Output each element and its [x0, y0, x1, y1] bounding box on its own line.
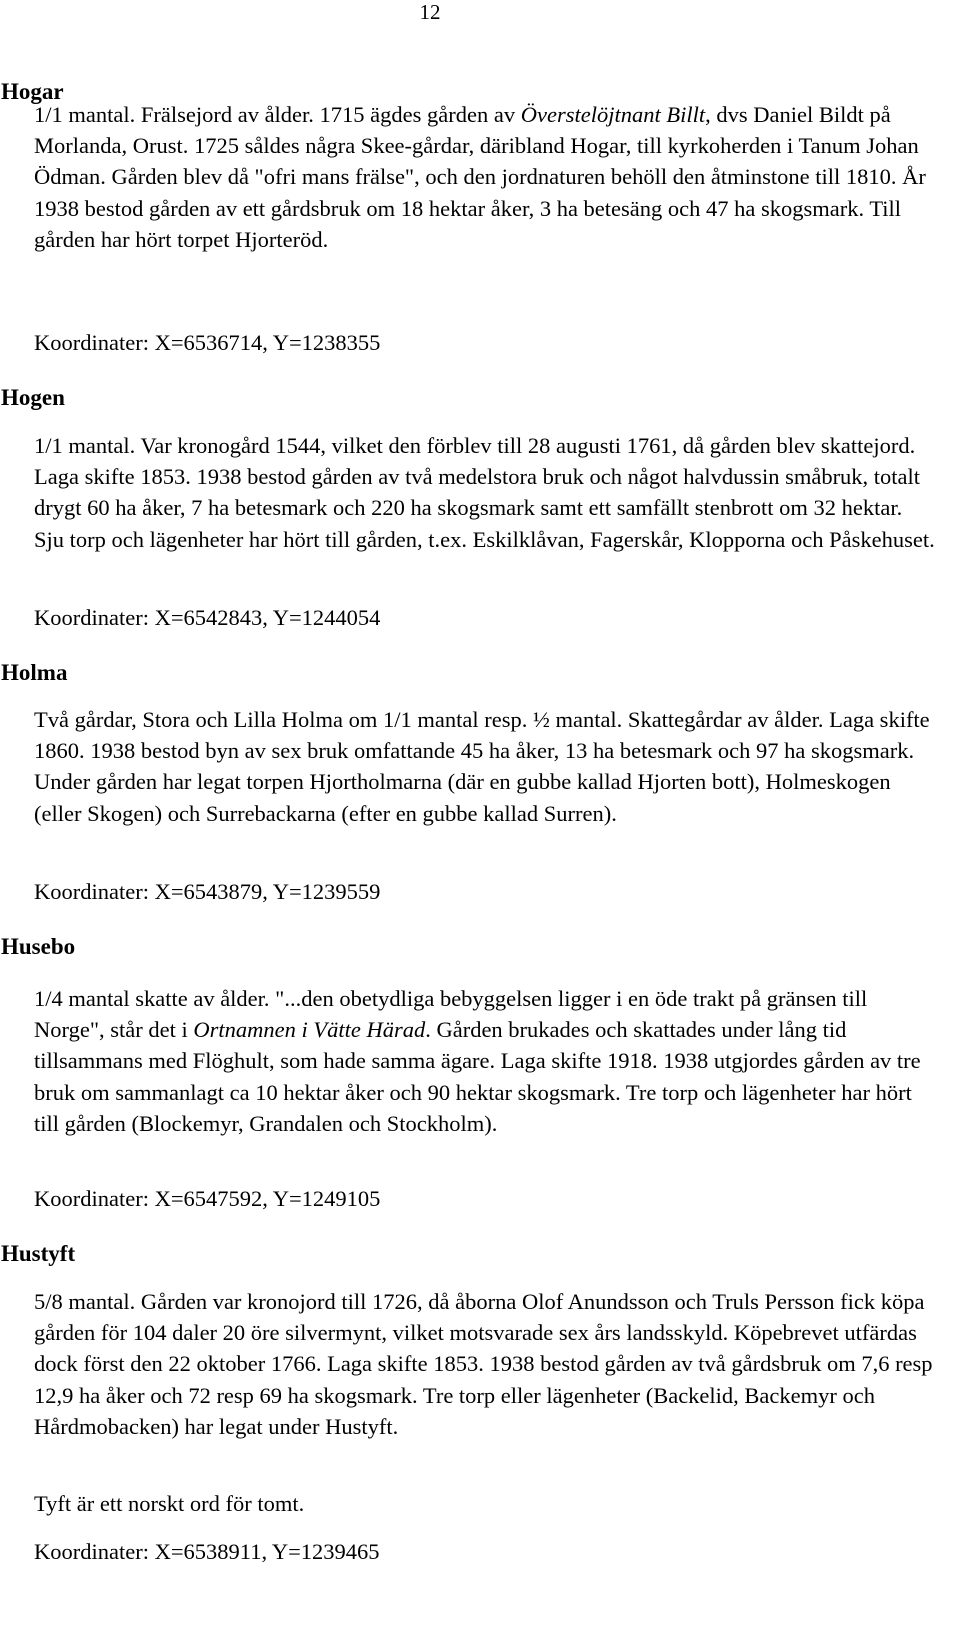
entry-text-run: . Gården brukades och skattades under lång tid tillsammans med Flöghult, som hade samma ägare. Laga skifte 1918. 1938 utgjordes gården av tre bruk om sammanlagt ca 10 hektar åker och 90 hektar skogsmark. Tre torp och lägenheter har hört till gården (Blockemyr, Grandalen och Stockholm). [34, 1017, 921, 1136]
entry-text-hustyft [34, 1286, 936, 1442]
entry-text-run: 1/1 mantal. Var kronogård 1544, vilket den förblev till 28 augusti 1761, då gården blev skattejord. Laga skifte 1853. 1938 bestod gården av två medelstora bruk och något halvdussin småbruk, totalt drygt 60 ha åker, 7 ha betesmark och 220 ha skogsmark samt ett samfällt stenbrott om 32 hektar. Sju torp och lägenheter har hört till gården, t.ex. Eskilklåvan, Fagerskår, Klopporna och Påskehuset. [34, 433, 935, 552]
coordinates-hogar: Koordinater: X=6536714, Y=1238355 [34, 330, 381, 355]
entry-text-husebo [34, 983, 936, 1139]
entry-text-hogar [34, 99, 936, 255]
coordinates-holma: Koordinater: X=6543879, Y=1239559 [34, 879, 381, 904]
entry-heading-holma: Holma [1, 660, 68, 685]
entry-text-run: , dvs Daniel Bildt på Morlanda, Orust. 1725 såldes några Skee-gårdar, däribland Hogar, till kyrkoherden i Tanum Johan Ödman. Gården blev då "ofri mans frälse", och den jordnaturen behöll den åtminstone till 1810. År 1938 bestod gården av ett gårdsbruk om 18 hektar åker, 3 ha betesäng och 47 ha skogsmark. Till gården har hört torpet Hjorteröd. [34, 102, 926, 252]
entry-text-run-italic: Ortnamnen i Vätte Härad [193, 1017, 426, 1043]
entry-text-hustyft-note: Tyft är ett norskt ord för tomt. [34, 1491, 305, 1516]
entry-heading-hustyft: Hustyft [1, 1241, 76, 1266]
entry-text-hogen [34, 430, 936, 555]
entry-text-run-italic: Överstelöjtnant Billt [520, 102, 706, 127]
entry-text-run: 1/4 mantal skatte av ålder. "...den obetydliga bebyggelsen ligger i en öde trakt på gränsen till Norge", står det i [34, 986, 868, 1043]
coordinates-hustyft: Koordinater: X=6538911, Y=1239465 [34, 1539, 380, 1564]
entry-text-run: Två gårdar, Stora och Lilla Holma om 1/1 mantal resp. ½ mantal. Skattegårdar av ålder. Laga skifte 1860. 1938 bestod byn av sex bruk omfattande 45 ha åker, 13 ha betesmark och 97 ha skogsmark. Under gården har legat torpen Hjortholmarna (där en gubbe kallad Hjorten bott), Holmeskogen (eller Skogen) och Surrebackarna (efter en gubbe kallad Surren). [34, 707, 930, 826]
coordinates-hogen: Koordinater: X=6542843, Y=1244054 [34, 605, 381, 630]
page-number: 12 [419, 0, 441, 24]
coordinates-husebo: Koordinater: X=6547592, Y=1249105 [34, 1186, 381, 1211]
entry-heading-hogar: Hogar [1, 79, 64, 104]
entry-heading-husebo: Husebo [1, 934, 76, 959]
entry-text-holma [34, 704, 936, 829]
entry-heading-hogen: Hogen [1, 385, 65, 410]
entry-text-run: 1/1 mantal. Frälsejord av ålder. 1715 ägdes gården av [34, 102, 521, 127]
entry-text-run: 5/8 mantal. Gården var kronojord till 1726, då åborna Olof Anundsson och Truls Persson fick köpa gården för 104 daler 20 öre silvermynt, vilket motsvarade sex års landsskyld. Köpebrevet utfärdas dock först den 22 oktober 1766. Laga skifte 1853. 1938 bestod gården av två gårdsbruk om 7,6 resp 12,9 ha åker och 72 resp 69 ha skogsmark. Tre torp eller lägenheter (Backelid, Backemyr och Hårdmobacken) har legat under Hustyft. [34, 1289, 933, 1439]
